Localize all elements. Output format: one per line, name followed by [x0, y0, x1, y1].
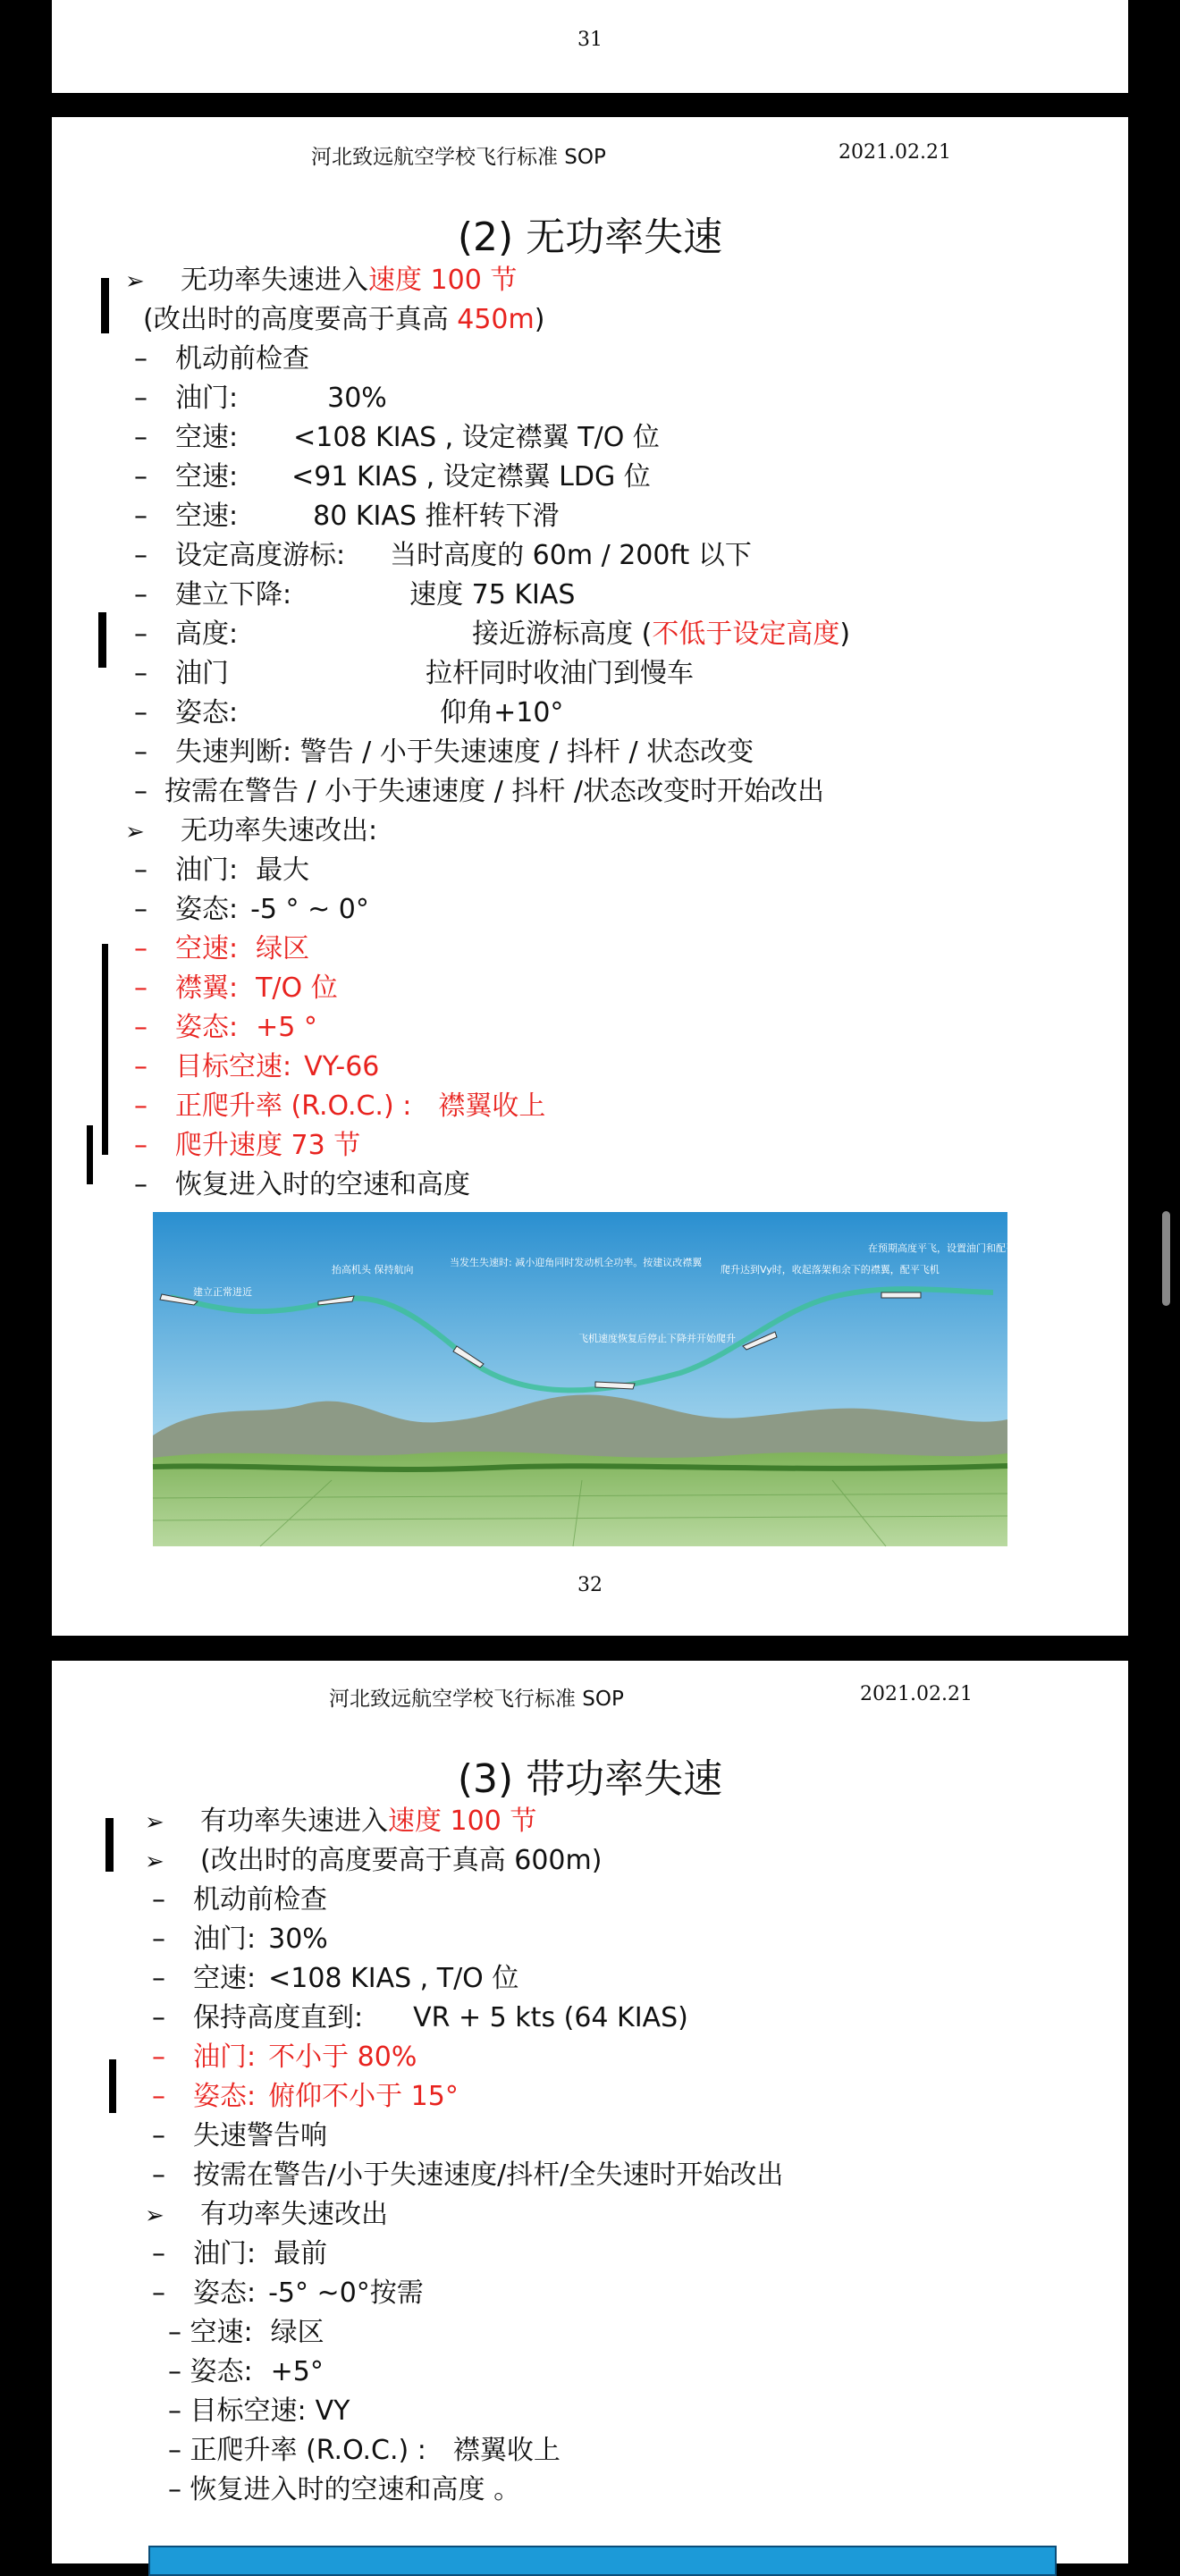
arrow-bullet-icon: ➢	[145, 1848, 164, 1875]
list-item: – 目标空速: VY-66	[134, 1051, 380, 1082]
illustration-label-2: 抬高机头 保持航向	[332, 1264, 414, 1275]
illustration-top-edge	[148, 2546, 1057, 2576]
page-number: 32	[577, 1574, 603, 1596]
list-item: – 建立下降: 速度 75 KIAS	[134, 579, 576, 610]
list-item: – 姿态: -5° ~0°按需	[152, 2277, 424, 2309]
header-date: 2021.02.21	[839, 141, 951, 164]
list-item: – 姿态: 俯仰不小于 15°	[152, 2081, 459, 2112]
change-bar	[87, 1125, 93, 1184]
list-item: – 姿态: 仰角+10°	[134, 697, 564, 728]
arrow-bullet-icon: ➢	[145, 2202, 164, 2229]
arrow-bullet-icon: ➢	[125, 819, 145, 846]
list-item: – 目标空速: VY	[168, 2395, 350, 2427]
change-bar	[102, 944, 108, 1155]
list-item: – 正爬升率 (R.O.C.) : 襟翼收上	[134, 1090, 546, 1122]
list-item: – 襟翼: T/O 位	[134, 972, 338, 1004]
list-item: – 正爬升率 (R.O.C.) : 襟翼收上	[168, 2435, 560, 2466]
list-item: (改出时的高度要高于真高 450m)	[143, 304, 545, 335]
change-bar	[109, 2059, 116, 2113]
illustration-label-6: 在预期高度平飞，设置油门和配平飞机	[868, 1242, 1035, 1254]
list-item: – 空速: 80 KIAS 推杆转下滑	[134, 501, 560, 532]
illustration-label-4: 飞机速度恢复后停止下降并开始爬升	[578, 1333, 736, 1344]
list-item: – 保持高度直到: VR + 5 kts (64 KIAS)	[152, 2002, 688, 2033]
header-title: 河北致远航空学校飞行标准 SOP	[311, 146, 606, 169]
list-item: – 空速: 绿区	[134, 933, 310, 964]
illustration-label-1: 建立正常进近	[193, 1286, 252, 1298]
page-number: 31	[577, 29, 603, 51]
list-item: – 机动前检查	[134, 343, 309, 375]
arrow-bullet-icon: ➢	[145, 1809, 164, 1836]
list-item: – 爬升速度 73 节	[134, 1130, 361, 1161]
slide-title: (3) 带功率失速	[457, 1756, 723, 1802]
page-31	[52, 0, 1128, 93]
list-item: – 油门: 30%	[134, 383, 387, 414]
arrow-bullet-icon: ➢	[125, 268, 145, 295]
list-item: ➢ 有功率失速改出	[145, 2199, 388, 2230]
list-item: – 失速警告响	[152, 2120, 327, 2151]
slide-title: (2) 无功率失速	[457, 215, 723, 260]
list-item: – 失速判断: 警告 / 小于失速速度 / 抖杆 / 状态改变	[134, 737, 754, 768]
change-bar	[105, 1818, 114, 1872]
list-item: – 油门 拉杆同时收油门到慢车	[134, 658, 694, 689]
change-bar	[98, 612, 106, 668]
list-item: – 机动前检查	[152, 1884, 327, 1915]
list-item: – 姿态: +5°	[168, 2356, 324, 2387]
stall-recovery-illustration	[153, 1212, 1035, 1546]
list-item: – 空速: <91 KIAS , 设定襟翼 LDG 位	[134, 461, 651, 492]
list-item: – 恢复进入时的空速和高度	[134, 1169, 470, 1200]
list-item: – 恢复进入时的空速和高度 。	[168, 2474, 521, 2505]
page-33	[52, 1661, 1128, 2563]
illustration-label-3: 当发生失速时: 减小迎角同时发动机全功率。按建议改襟翼	[450, 1257, 703, 1268]
list-item: – 油门: 最大	[134, 854, 310, 886]
illustration-label-5: 爬升达到Vy时，收起落架和余下的襟翼，配平飞机	[721, 1264, 940, 1275]
list-item: ➢ 有功率失速进入速度 100 节	[145, 1806, 537, 1837]
list-item: – 高度: 接近游标高度 (不低于设定高度)	[134, 619, 851, 650]
list-item: – 空速: 绿区	[168, 2317, 324, 2348]
list-item: – 按需在警告 / 小于失速速度 / 抖杆 /状态改变时开始改出	[134, 776, 825, 807]
list-item: ➢ 无功率失速进入速度 100 节	[125, 265, 518, 296]
list-item: – 油门: 不小于 80%	[152, 2041, 417, 2073]
scrollbar-thumb[interactable]	[1162, 1211, 1170, 1306]
header-title: 河北致远航空学校飞行标准 SOP	[329, 1688, 624, 1711]
list-item: ➢ 无功率失速改出:	[125, 815, 378, 846]
list-item: – 姿态: +5 °	[134, 1012, 317, 1043]
page-32	[52, 117, 1128, 1636]
list-item: – 空速: <108 KIAS , T/O 位	[152, 1963, 519, 1994]
list-item: – 设定高度游标: 当时高度的 60m / 200ft 以下	[134, 540, 752, 571]
list-item: ➢ (改出时的高度要高于真高 600m)	[145, 1845, 603, 1876]
list-item: – 姿态: -5 ° ~ 0°	[134, 894, 369, 925]
change-bar	[101, 278, 109, 333]
list-item: – 空速: <108 KIAS , 设定襟翼 T/O 位	[134, 422, 660, 453]
list-item: – 油门: 30%	[152, 1924, 328, 1955]
list-item: – 油门: 最前	[152, 2238, 328, 2269]
list-item: – 按需在警告/小于失速速度/抖杆/全失速时开始改出	[152, 2159, 784, 2191]
header-date: 2021.02.21	[860, 1683, 973, 1705]
